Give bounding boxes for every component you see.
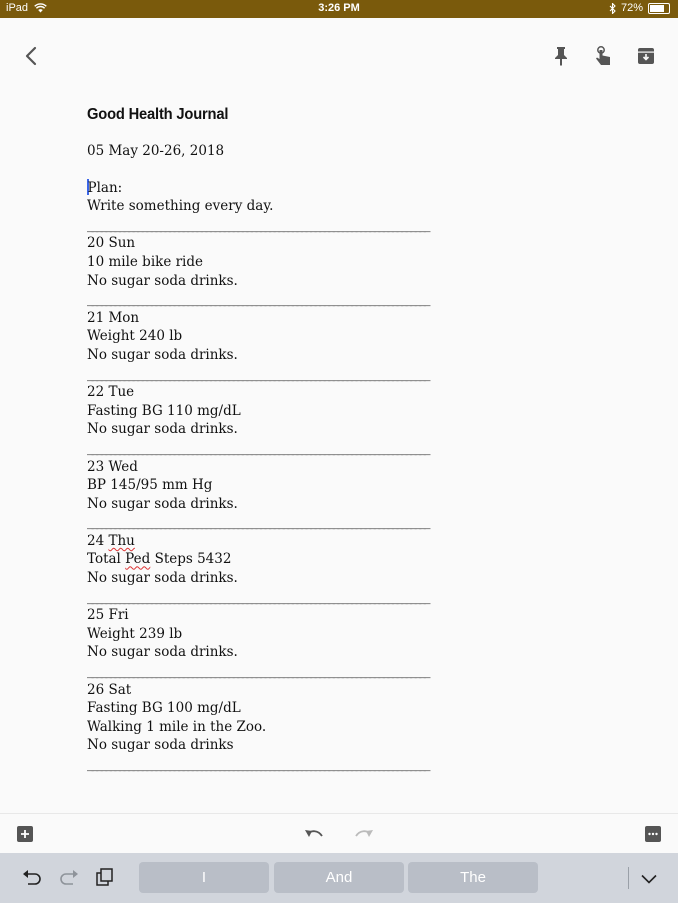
entry-line: No sugar soda drinks.	[87, 644, 238, 661]
add-button[interactable]	[17, 826, 33, 847]
separator: ___________________________________________________________________________	[87, 365, 429, 382]
entry-day: 21 Mon	[87, 309, 140, 326]
separator: ___________________________________________________________________________	[87, 439, 429, 456]
pin-button[interactable]	[553, 46, 569, 71]
redo-button[interactable]	[354, 827, 374, 845]
misspelled-word[interactable]: Thu	[108, 532, 135, 549]
status-right	[609, 2, 670, 14]
entry-day: 26 Sat	[87, 681, 132, 698]
clipboard-icon	[96, 868, 114, 886]
chevron-left-icon	[24, 46, 38, 66]
separator: ___________________________________________________________________________	[87, 663, 429, 680]
note-editor	[0, 18, 678, 903]
entry-line: Fasting BG 110 mg/dL	[87, 402, 241, 419]
entry-line: No sugar soda drinks.	[87, 421, 238, 438]
more-button[interactable]	[645, 826, 661, 847]
misspelled-word[interactable]: Ped	[125, 551, 151, 568]
touch-icon	[592, 45, 614, 67]
undo-icon	[304, 828, 324, 840]
undo-button[interactable]	[304, 827, 324, 845]
bluetooth-icon	[609, 3, 616, 14]
undo-icon	[22, 869, 42, 887]
keyboard-undo-button[interactable]	[22, 869, 42, 892]
note-content[interactable]	[87, 106, 607, 774]
entry-day: 25 Fri	[87, 607, 129, 624]
entry-line: 10 mile bike ride	[87, 253, 204, 270]
suggestion-3[interactable]: The	[408, 862, 538, 893]
note-title[interactable]: Good Health Journal	[87, 106, 229, 123]
separator: ___________________________________________________________________________	[87, 216, 429, 233]
status-bar	[0, 0, 678, 18]
bottom-toolbar	[0, 813, 678, 854]
redo-icon	[354, 828, 374, 840]
entry-line: No sugar soda drinks	[87, 737, 234, 754]
entry-line: No sugar soda drinks.	[87, 346, 238, 363]
plus-square-icon	[17, 826, 33, 842]
battery-icon	[648, 3, 670, 14]
touch-button[interactable]	[592, 45, 614, 72]
entry-day: 23 Wed	[87, 458, 138, 475]
chevron-down-icon	[641, 874, 657, 884]
archive-button[interactable]	[637, 47, 655, 70]
separator: ___________________________________________________________________________	[87, 291, 429, 308]
plan-label: Plan:	[87, 179, 123, 196]
entry-line: No sugar soda drinks.	[87, 272, 238, 289]
entry-line: Weight 239 lb	[87, 625, 183, 642]
entry-day	[87, 532, 607, 551]
top-toolbar	[0, 18, 678, 86]
entry-line: Weight 240 lb	[87, 328, 183, 345]
hide-keyboard-button[interactable]	[641, 871, 657, 889]
entry-line: Fasting BG 100 mg/dL	[87, 700, 241, 717]
entry-line: Walking 1 mile in the Zoo.	[87, 718, 267, 735]
device-name: iPad	[6, 2, 29, 14]
entry-line	[87, 550, 607, 569]
separator: ___________________________________________________________________________	[87, 514, 429, 531]
pin-icon	[553, 46, 569, 66]
paste-button[interactable]	[96, 868, 114, 891]
steps-prefix: Total	[87, 551, 126, 568]
entry-line: No sugar soda drinks.	[87, 495, 238, 512]
back-button[interactable]	[24, 46, 38, 71]
redo-icon	[59, 869, 79, 887]
keyboard-redo-button[interactable]	[59, 869, 79, 892]
entry-day-num: 24	[87, 532, 105, 549]
entry-day: 22 Tue	[87, 384, 135, 401]
entry-line: No sugar soda drinks.	[87, 570, 238, 587]
plan-label-line	[87, 179, 607, 198]
plan-text: Write something every day.	[87, 198, 274, 215]
entry-day: 20 Sun	[87, 235, 136, 252]
separator: ___________________________________________________________________________	[87, 588, 429, 605]
entry-line: BP 145/95 mm Hg	[87, 477, 213, 494]
separator: ___________________________________________________________________________	[87, 756, 429, 772]
archive-icon	[637, 47, 655, 65]
status-time: 3:26 PM	[318, 2, 360, 14]
more-icon	[645, 826, 661, 842]
note-date: 05 May 20-26, 2018	[87, 143, 225, 159]
battery-percent: 72%	[620, 2, 643, 14]
suggestion-2[interactable]: And	[274, 862, 404, 893]
suggestion-1[interactable]: I	[139, 862, 269, 893]
keyboard-shortcut-bar	[0, 853, 678, 903]
divider	[628, 867, 629, 889]
steps-suffix: Steps 5432	[150, 551, 232, 568]
